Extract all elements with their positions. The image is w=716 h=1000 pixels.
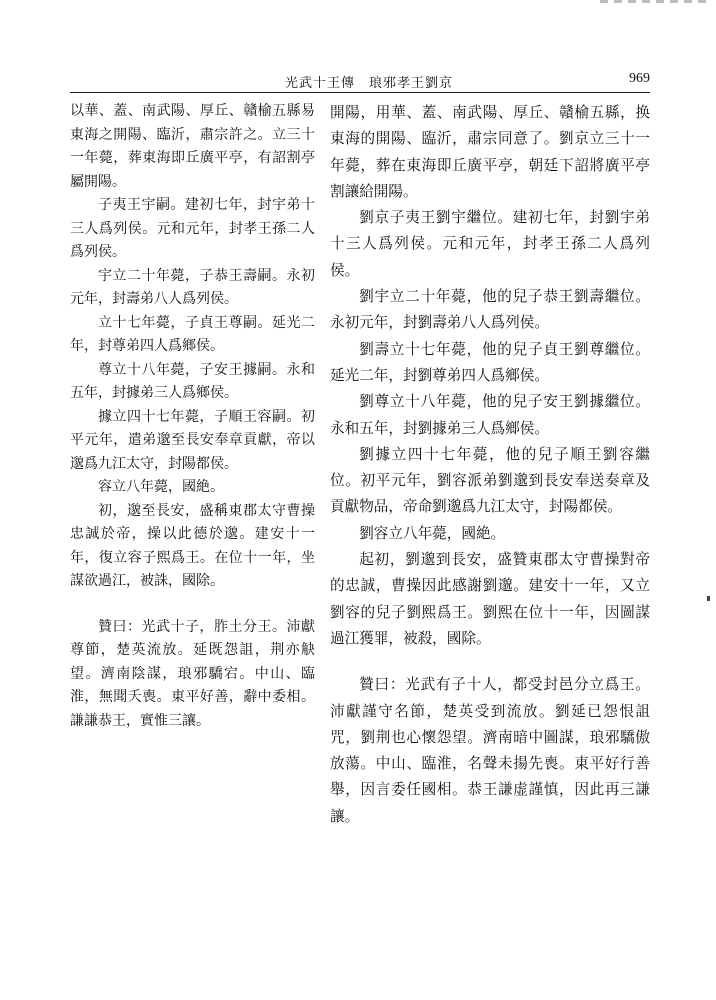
original-text-column	[70, 100, 315, 733]
scan-mark	[628, 0, 636, 3]
scan-speck	[707, 596, 710, 601]
eulogy-paragraph: 贊曰：光武十子，胙土分王。沛獻尊節，楚英流放。延既怨詛，荆亦觖望。濟南陰謀，琅邪驕宕。中山、臨淮，無聞夭喪。東平好善，辭中委相。謙謙恭王，實惟三讓。	[70, 618, 315, 729]
paragraph: 劉壽立十七年薨，他的兒子貞王劉尊繼位。延光二年，封劉尊弟四人爲鄉侯。	[330, 340, 650, 384]
eulogy-paragraph: 贊曰：光武有子十人，都受封邑分立爲王。沛獻謹守名節，楚英受到流放。劉延已怨恨詛咒，劉荆也心懷怨望。濟南暗中圖謀，琅邪驕傲放蕩。中山、臨淮，名聲未揚先喪。東平好行善舉，因言委任國相。恭王謙虚謹慎，因此再三謙讓。	[330, 676, 650, 825]
scan-mark	[600, 0, 608, 3]
paragraph: 尊立十八年薨，子安王據嗣。永和五年，封據弟三人爲鄉侯。	[70, 361, 315, 401]
scan-mark	[614, 0, 622, 3]
page-header	[70, 70, 650, 92]
paragraph: 宇立二十年薨，子恭王壽嗣。永初元年，封壽弟八人爲列侯。	[70, 267, 315, 307]
scan-mark	[656, 0, 664, 3]
scan-mark	[642, 0, 650, 3]
paragraph: 容立八年薨，國絶。	[98, 479, 224, 495]
scan-mark	[698, 0, 706, 3]
page-number: 969	[629, 71, 650, 86]
running-title: 光武十王傳 琅邪孝王劉京	[285, 76, 454, 91]
paragraph: 初，邈至長安，盛稱東郡太守曹操忠誠於帝，操以此德於邈。建安十一年，復立容子熙爲王。在位十一年，坐謀欲過江，被誅，國除。	[70, 502, 315, 589]
scan-mark	[684, 0, 692, 3]
paragraph: 子夷王宇嗣。建初七年，封宇弟十三人爲列侯。元和元年，封孝王孫二人爲列侯。	[70, 197, 315, 260]
header-rule	[70, 92, 650, 93]
translation-column	[330, 100, 650, 830]
paragraph: 起初，劉邈到長安，盛贊東郡太守曹操對帝的忠誠，曹操因此感謝劉邈。建安十一年，又立劉容的兒子劉熙爲王。劉熙在位十一年，因圖謀過江獲罪，被殺，國除。	[330, 551, 650, 647]
scan-mark	[670, 0, 678, 3]
section-gap	[70, 594, 315, 616]
paragraph: 劉尊立十八年薨，他的兒子安王劉據繼位。永和五年，封劉據弟三人爲鄉侯。	[330, 393, 650, 437]
paragraph: 劉京子夷王劉宇繼位。建初七年，封劉宇弟十三人爲列侯。元和元年，封孝王孫二人爲列侯。	[330, 209, 650, 279]
section-gap	[330, 652, 650, 672]
paragraph: 劉宇立二十年薨，他的兒子恭王劉壽繼位。永初元年，封劉壽弟八人爲列侯。	[330, 288, 650, 332]
paragraph: 開陽，用華、蓋、南武陽、厚丘、贛榆五縣，换東海的開陽、臨沂，肅宗同意了。劉京立三十一年薨，葬在東海即丘廣平亭，朝廷下詔將廣平亭割讓給開陽。	[330, 104, 650, 200]
paragraph: 劉據立四十七年薨，他的兒子順王劉容繼位。初平元年，劉容派弟劉邈到長安奉送奏章及貢獻物品，帝命劉邈爲九江太守，封陽都侯。	[330, 445, 650, 516]
paragraph: 立十七年薨，子貞王尊嗣。延光二年，封尊弟四人爲鄉侯。	[70, 314, 315, 354]
paragraph: 以華、蓋、南武陽、厚丘、贛榆五縣易東海之開陽、臨沂，肅宗許之。立三十一年薨，葬東海即丘廣平亭，有詔割亭屬開陽。	[70, 103, 315, 190]
paragraph: 據立四十七年薨，子順王容嗣。初平元年，遣弟邈至長安奉章貢獻，帝以邈爲九江太守，封陽都侯。	[70, 408, 315, 472]
paragraph: 劉容立八年薨，國絶。	[359, 524, 506, 542]
